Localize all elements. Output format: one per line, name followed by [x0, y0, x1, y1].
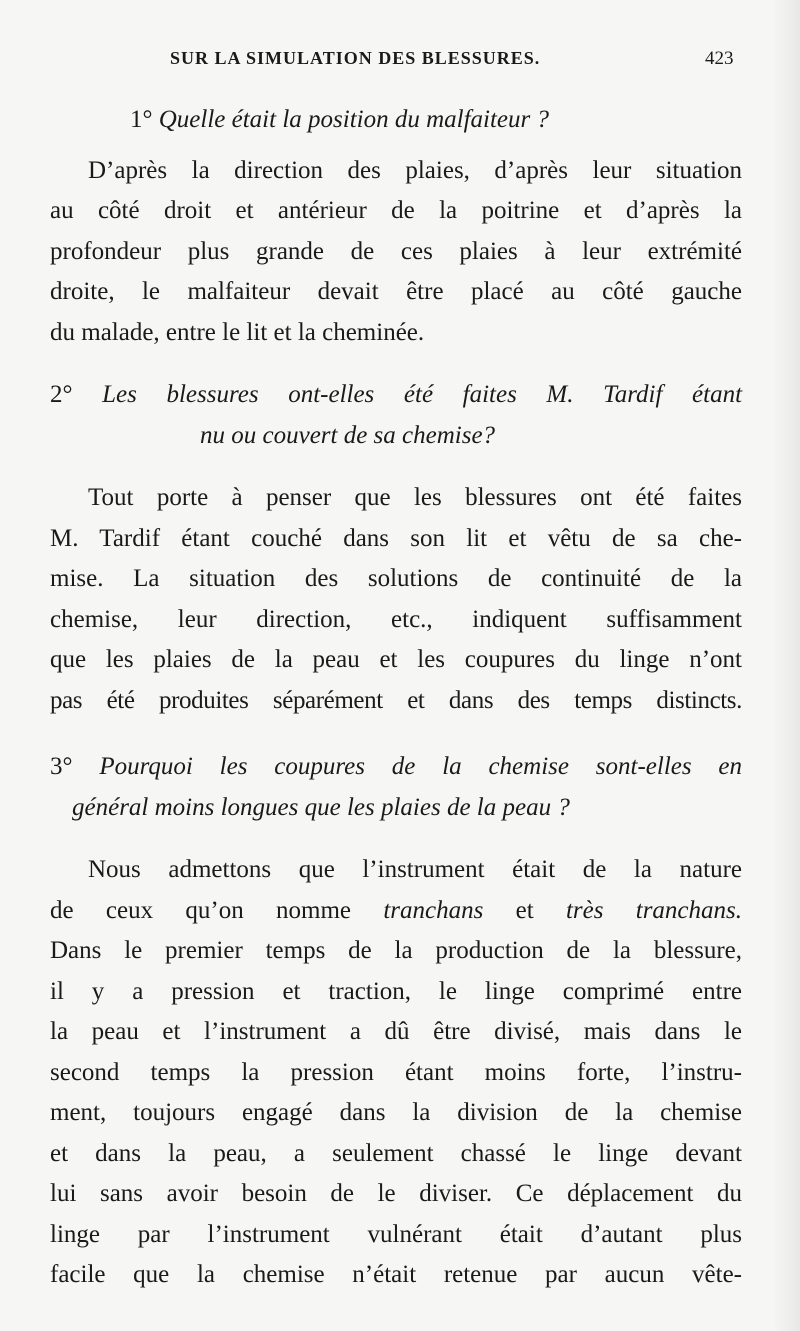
paragraph-3-line: Nous admettons que l’instrument était de la nature: [88, 856, 742, 883]
paragraph-1-line: profondeur plus grande de ces plaies à leur extrémité: [50, 237, 742, 265]
paragraph-3-line: il y a pression et traction, le linge comprimé entre: [50, 977, 742, 1005]
question-2-line: [50, 375, 742, 416]
paragraph-2-line: pas été produites séparément et dans des temps distincts.: [50, 686, 742, 714]
paragraph-1-line: D’après la direction des plaies, d’après leur situation: [88, 156, 742, 184]
paragraph-1-line: du malade, entre le lit et la cheminée.: [50, 318, 425, 346]
question-1-number: 1°: [130, 106, 153, 133]
paragraph-1-line: droite, le malfaiteur devait être placé au côté gauche: [50, 278, 742, 305]
paragraph-3-line: second temps la pression étant moins forte, l’instru-: [50, 1058, 742, 1086]
running-head: [0, 42, 800, 78]
question-3-line-2: général moins longues que les plaies de la peau ?: [72, 793, 570, 821]
question-1: [50, 100, 742, 141]
running-title: SUR LA SIMULATION DES BLESSURES.: [170, 48, 541, 68]
question-3-line-1: Pourquoi les coupures de la chemise sont-elles en: [99, 753, 743, 780]
body-text: [50, 100, 742, 1296]
paragraph-3-line: ment, toujours engagé dans la division de la chemise: [50, 1099, 742, 1126]
paragraph-3-line: Dans le premier temps de la production de la blessure,: [50, 937, 742, 964]
paragraph-3-line: la peau et l’instrument a dû être divisé, mais dans le: [50, 1018, 742, 1045]
question-3-line: [50, 747, 742, 788]
question-2-line-1: Les blessures ont-elles été faites M. Tardif étant: [102, 381, 743, 408]
question-2: [50, 375, 742, 456]
paragraph-2: [50, 478, 742, 721]
paragraph-1-line: au côté droit et antérieur de la poitrine et d’après la: [50, 197, 742, 224]
question-3: [50, 747, 742, 828]
question-2-line-2: nu ou couvert de sa chemise?: [200, 421, 496, 449]
paragraph-2-line: Tout porte à penser que les blessures ont été faites: [88, 484, 742, 511]
paragraph-3: [50, 850, 742, 1296]
paragraph-2-line: mise. La situation des solutions de continuité de la: [50, 565, 742, 592]
question-1-text: Quelle était la position du malfaiteur ?: [158, 106, 549, 133]
paragraph-2-line: M. Tardif étant couché dans son lit et vêtu de sa che-: [50, 524, 742, 552]
paragraph-3-line: facile que la chemise n’était retenue par aucun vête-: [50, 1261, 742, 1288]
paragraph-3-line-2-mid: et: [483, 896, 566, 924]
term-tres-tranchans: très tranchans.: [565, 896, 743, 924]
paragraph-3-line: lui sans avoir besoin de le diviser. Ce déplacement du: [50, 1180, 742, 1207]
paragraph-3-line-2-start: de ceux qu’on nomme: [50, 896, 384, 924]
paragraph-2-line: que les plaies de la peau et les coupures du linge n’ont: [50, 646, 742, 673]
question-2-number: 2°: [50, 381, 73, 408]
paragraph-3-line-2: [50, 891, 742, 932]
question-3-number: 3°: [50, 753, 73, 780]
paragraph-2-line: chemise, leur direction, etc., indiquent suffisamment: [50, 605, 742, 633]
paragraph-3-line: et dans la peau, a seulement chassé le linge devant: [50, 1139, 742, 1167]
term-tranchans: tranchans: [383, 896, 484, 924]
page-edge-shadow: [772, 0, 800, 1331]
paragraph-3-line: linge par l’instrument vulnérant était d’autant plus: [50, 1220, 742, 1248]
paragraph-1: [50, 151, 742, 354]
page-number: 423: [705, 48, 734, 69]
